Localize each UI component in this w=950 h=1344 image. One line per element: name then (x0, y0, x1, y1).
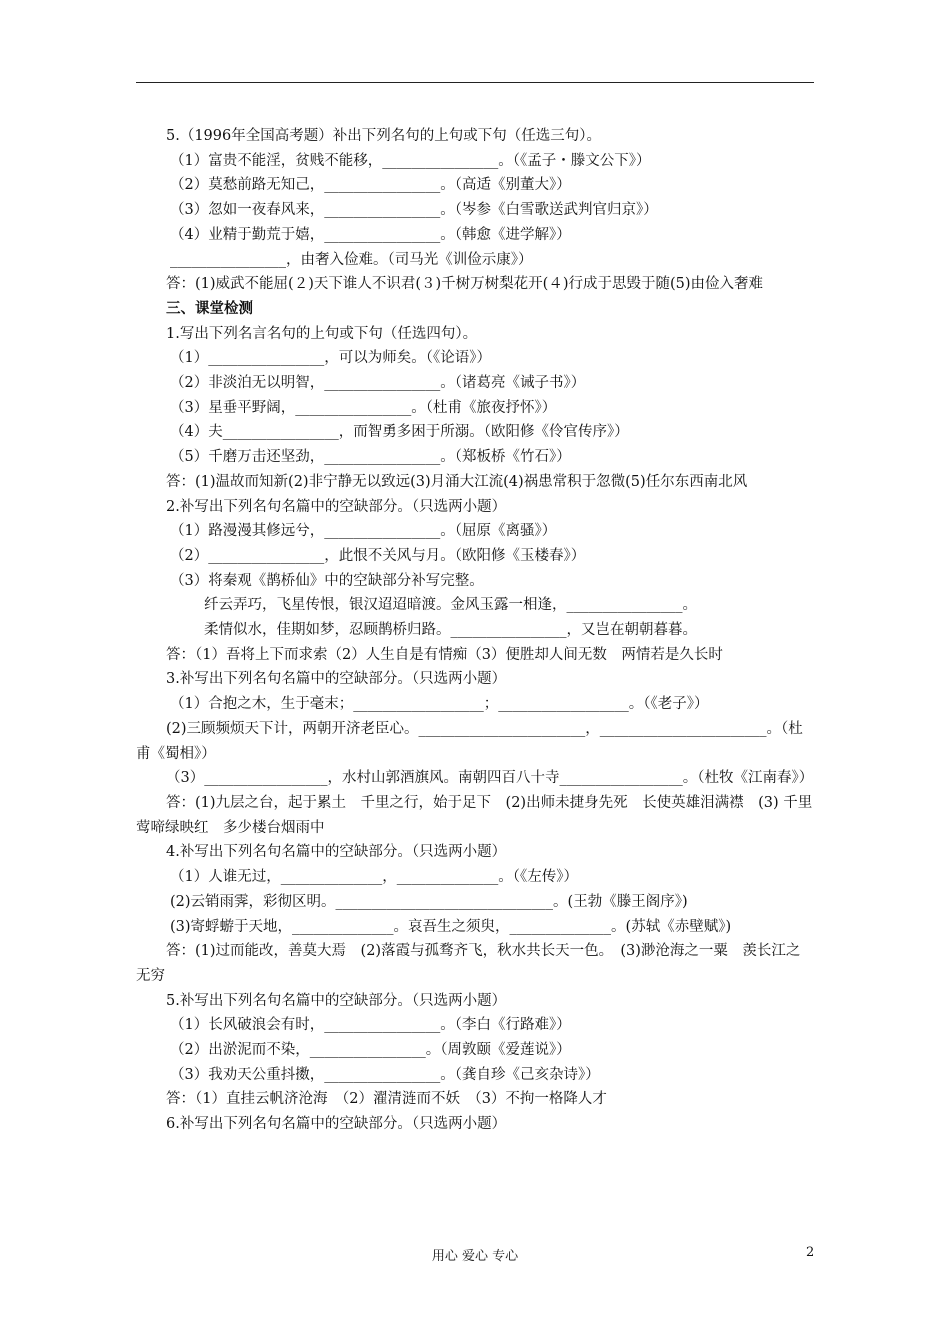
question-line: （1）长风破浪会有时，________________。（李白《行路难》） (170, 1017, 571, 1034)
poem-line: 纤云弄巧，飞星传恨，银汉迢迢暗渡。金风玉露一相逢，________________。 (204, 597, 697, 614)
question-line: （1）路漫漫其修远兮，________________。（屈原《离骚》） (170, 523, 557, 540)
question-line: （2）________________，此恨不关风与月。（欧阳修《玉楼春》） (170, 547, 586, 564)
question-line: （1）人谁无过，______________，______________。（《左传》） (170, 869, 578, 886)
page-number: 2 (806, 1245, 815, 1260)
question-line: （1）________________，可以为师矣。（《论语》） (170, 350, 491, 367)
answer-paragraph: 答：(1)九层之台，起于累土 千里之行，始于足下 (2)出师未捷身先死 长使英雄泪满襟 (3) 千里莺啼绿映红 多少楼台烟雨中 (136, 794, 813, 836)
answer-paragraph: 答：(1)过而能改，善莫大焉 (2)落霞与孤骛齐飞，秋水共长天一色。 (3)渺沧海之一粟 羡长江之无穷 (136, 943, 801, 984)
header-rule (136, 82, 814, 83)
question-heading: 4.补写出下列名句名篇中的空缺部分。（只选两小题） (166, 844, 507, 861)
answer-paragraph: 答：(1)温故而知新(2)非宁静无以致远(3)月涌大江流(4)祸患常积于忽微(5)任尔东西南北风 (166, 473, 748, 490)
answer-paragraph: 答：(1)威武不能屈(２)天下谁人不识君(３)千树万树梨花开(４)行成于思毁于随(5)由俭入奢难 (166, 276, 764, 293)
question-line: (3)寄蜉蝣于天地，______________。哀吾生之须臾，______________。(苏轼《赤壁赋》) (170, 918, 732, 935)
question-line: （5）千磨万击还坚劲，________________。（郑板桥《竹石》） (170, 449, 571, 466)
question-line: (2)云销雨霁，彩彻区明。______________________________。(王勃《滕王阁序》) (170, 893, 688, 910)
question-line: （3）我劝天公重抖擞，________________。（龚自珍《己亥杂诗》） (170, 1066, 600, 1083)
section-heading: 三、课堂检测 (166, 299, 253, 317)
question-heading: 6.补写出下列名句名篇中的空缺部分。（只选两小题） (166, 1116, 507, 1133)
question-line: （4）业精于勤荒于嬉，________________。（韩愈《进学解》） (170, 226, 571, 243)
question-line: （2）莫愁前路无知己，________________。（高适《别董大》） (170, 177, 571, 194)
question-line: （2）出淤泥而不染，________________。（周敦颐《爱莲说》） (170, 1042, 571, 1059)
question-line: （1）合抱之木，生于毫末；__________________；__________________。（《老子》） (170, 696, 709, 713)
answer-line: 答：（1）吾将上下而求索（2）人生自是有情痴（3）便胜却人间无数 两情若是久长时 (166, 646, 723, 663)
document-body (136, 124, 814, 1137)
question-paragraph: （3）_________________，水村山郭酒旗风。南朝四百八十寺_________________。（杜牧《江南春》） (166, 770, 814, 787)
question-heading: 3.补写出下列名句名篇中的空缺部分。（只选两小题） (166, 671, 507, 688)
question-paragraph: (2)三顾频烦天下计，两朝开济老臣心。_______________________，_______________________。（杜甫《蜀相》） (136, 720, 803, 762)
question-heading: 5.补写出下列名句名篇中的空缺部分。（只选两小题） (166, 992, 507, 1009)
question-line: （3）星垂平野阔，________________。（杜甫《旅夜抒怀》） (170, 399, 557, 416)
footer-text: 用心 爱心 专心 (431, 1249, 519, 1264)
question-5-heading: 5.（1996年全国高考题）补出下列名句的上句或下句（任选三句）。 (166, 128, 601, 144)
question-line: （1）富贵不能淫，贫贱不能移，________________。（《孟子・滕文公下》） (170, 152, 651, 169)
question-line: （3）将秦观《鹊桥仙》中的空缺部分补写完整。 (170, 572, 484, 589)
question-line: （3）忽如一夜春风来，________________。（岑参《白雪歌送武判官归京》） (170, 202, 658, 219)
question-line: （2）非淡泊无以明智，________________。（诸葛亮《诫子书》） (170, 375, 586, 392)
answer-line: 答：（1）直挂云帆济沧海 （2）濯清涟而不妖 （3）不拘一格降人才 (166, 1091, 607, 1108)
question-line: （4）夫________________，而智勇多困于所溺。（欧阳修《伶官传序》） (170, 424, 629, 441)
question-heading: 2.补写出下列名句名篇中的空缺部分。（只选两小题） (166, 498, 507, 515)
question-heading: 1.写出下列名言名句的上句或下句（任选四句）。 (166, 325, 478, 342)
poem-line: 柔情似水，佳期如梦，忍顾鹊桥归路。________________，又岂在朝朝暮暮。 (204, 622, 697, 639)
question-line: ________________，由奢入俭难。（司马光《训俭示康》） (170, 251, 533, 268)
